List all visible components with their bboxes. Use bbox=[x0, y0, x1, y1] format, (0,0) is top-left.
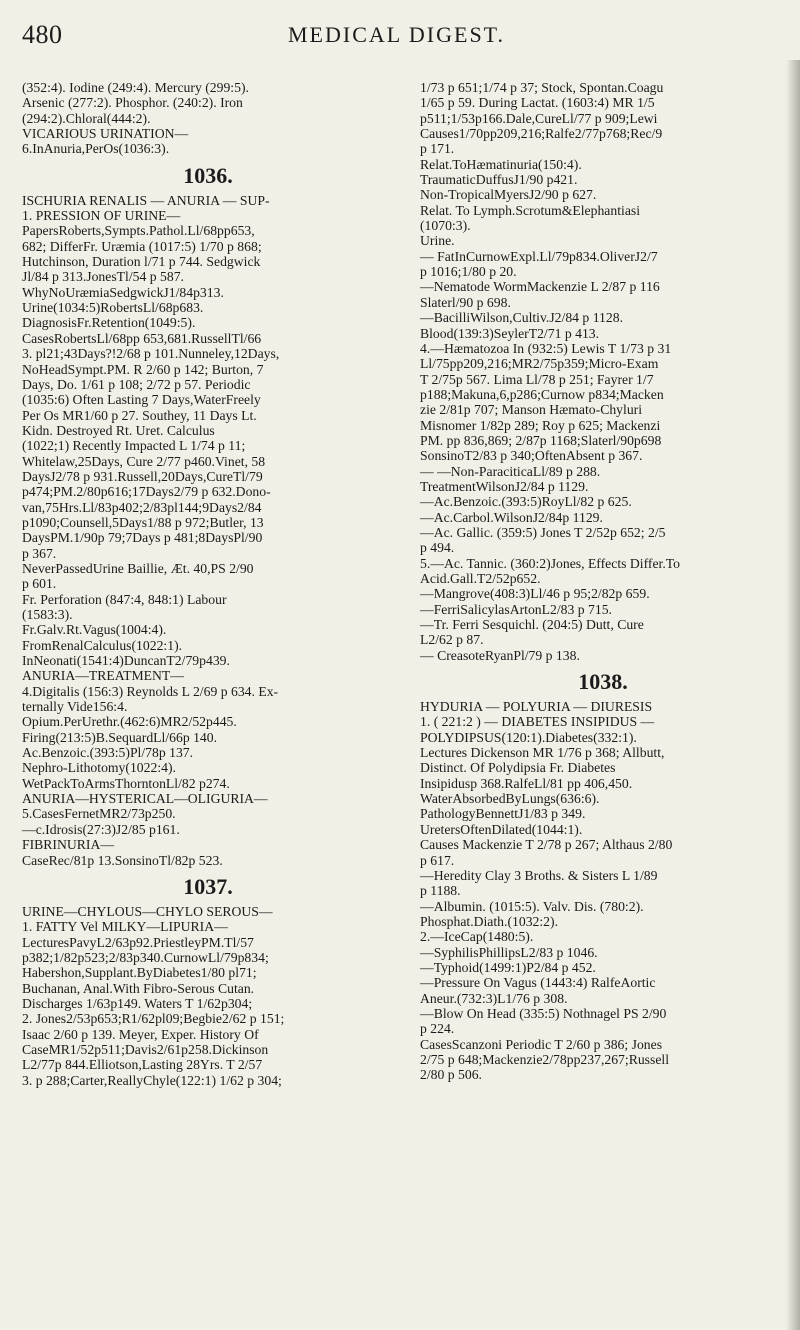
index-line: —Typhoid(1499:1)P2/84 p 452. bbox=[420, 959, 596, 975]
index-line: Ac.Benzoic.(393:5)Pl/78p 137. bbox=[22, 745, 194, 761]
index-line: Ll/75pp209,216;MR2/75p359;Micro-Exam bbox=[420, 356, 659, 372]
right-column bbox=[420, 80, 786, 1083]
index-line: —Blow On Head (335:5) Nothnagel PS 2/90 bbox=[420, 1005, 667, 1021]
index-line: DaysPM.1/90p 79;7Days p 481;8DaysPl/90 bbox=[22, 530, 263, 546]
index-line: —SyphilisPhillipsL2/83 p 1046. bbox=[420, 944, 598, 960]
index-line: —Tr. Ferri Sesquichl. (204:5) Dutt, Cure bbox=[420, 617, 644, 633]
index-line: p 224. bbox=[420, 1021, 455, 1037]
index-line: SonsinoT2/83 p 340;OftenAbsent p 367. bbox=[420, 448, 643, 464]
index-line: (294:2).Chloral(444:2). bbox=[22, 110, 151, 126]
index-line: T 2/75p 567. Lima Ll/78 p 251; Fayrer 1/7 bbox=[420, 371, 654, 387]
index-line: ISCHURIA RENALIS — ANURIA — SUP- bbox=[22, 192, 270, 208]
index-line: p 367. bbox=[22, 545, 57, 561]
index-line: PapersRoberts,Sympts.Pathol.Ll/68pp653, bbox=[22, 223, 255, 239]
page-header bbox=[0, 18, 800, 52]
index-line: 2.—IceCap(1480:5). bbox=[420, 929, 534, 945]
index-line: 1. ( 221:2 ) — DIABETES INSIPIDUS — bbox=[420, 714, 655, 730]
index-line: 1/65 p 59. During Lactat. (1603:4) MR 1/5 bbox=[420, 95, 655, 111]
running-title: MEDICAL DIGEST. bbox=[288, 22, 505, 47]
index-line: Insipidusp 368.RalfeLl/81 pp 406,450. bbox=[420, 775, 633, 791]
index-line: (1583:3). bbox=[22, 607, 73, 622]
index-line: VICARIOUS URINATION— bbox=[22, 126, 189, 142]
index-line: —FerriSalicylasArtonL2/83 p 715. bbox=[420, 601, 612, 617]
index-line: —Ac.Benzoic.(393:5)RoyLl/82 p 625. bbox=[420, 494, 632, 510]
index-line: — —Non-ParaciticaLl/89 p 288. bbox=[420, 463, 601, 479]
index-line: — FatInCurnowExpl.Ll/79p834.OliverJ2/7 bbox=[420, 248, 658, 264]
index-line: —Ac.Carbol.WilsonJ2/84p 1129. bbox=[420, 509, 603, 525]
index-line: 4.Digitalis (156:3) Reynolds L 2/69 p 634. Ex- bbox=[22, 683, 279, 699]
index-line: —BacilliWilson,Cultiv.J2/84 p 1128. bbox=[420, 310, 623, 326]
index-line: URINE—CHYLOUS—CHYLO SEROUS— bbox=[22, 903, 273, 919]
index-line: —Mangrove(408:3)Ll/46 p 95;2/82p 659. bbox=[420, 586, 650, 602]
page-number: 480 bbox=[22, 20, 63, 49]
index-line: 3. pl21;43Days?!2/68 p 101.Nunneley,12Days, bbox=[22, 346, 280, 362]
index-line: 3. p 288;Carter,ReallyChyle(122:1) 1/62 p 304; bbox=[22, 1072, 282, 1088]
index-line: p382;1/82p523;2/83p340.CurnowLl/79p834; bbox=[22, 949, 269, 965]
index-line: Per Os MR1/60 p 27. Southey, 11 Days Lt. bbox=[22, 407, 257, 423]
index-line: NoHeadSympt.PM. R 2/60 p 142; Burton, 7 bbox=[22, 361, 264, 377]
index-line: DaysJ2/78 p 931.Russell,20Days,CureTl/79 bbox=[22, 468, 263, 484]
index-line: Nephro-Lithotomy(1022:4). bbox=[22, 760, 176, 776]
index-line: Aneur.(732:3)L1/76 p 308. bbox=[420, 990, 568, 1006]
index-line: WetPackToArmsThorntonLl/82 p274. bbox=[22, 775, 230, 791]
index-line: Phosphat.Diath.(1032:2). bbox=[420, 913, 559, 929]
index-line: p474;PM.2/80p616;17Days2/79 p 632.Dono- bbox=[22, 484, 271, 500]
index-line: ternally Vide156:4. bbox=[22, 699, 128, 715]
index-line: ANURIA—TREATMENT— bbox=[22, 668, 184, 684]
index-line: CasesRobertsLl/68pp 653,681.RussellTl/66 bbox=[22, 330, 262, 346]
index-line: —Pressure On Vagus (1443:4) RalfeAortic bbox=[420, 975, 656, 991]
index-line: 1. FATTY Vel MILKY—LIPURIA— bbox=[22, 919, 228, 935]
index-line: p 1016;1/80 p 20. bbox=[420, 264, 517, 280]
index-line: (1035:6) Often Lasting 7 Days,WaterFreely bbox=[22, 392, 261, 408]
index-line: Non-TropicalMyersJ2/90 p 627. bbox=[420, 187, 597, 203]
index-line: Jl/84 p 313.JonesTl/54 p 587. bbox=[22, 269, 184, 285]
index-line: 682; DifferFr. Uræmia (1017:5) 1/70 p 868; bbox=[22, 238, 262, 254]
index-line: 2/80 p 506. bbox=[420, 1067, 482, 1083]
index-line: —Heredity Clay 3 Broths. & Sisters L 1/89 bbox=[420, 867, 658, 883]
index-line: p 617. bbox=[420, 852, 455, 868]
index-line: Habershon,Supplant.ByDiabetes1/80 pl71; bbox=[22, 965, 257, 981]
index-line: PathologyBennettJ1/83 p 349. bbox=[420, 806, 586, 822]
section-number: 1037. bbox=[183, 873, 233, 899]
index-line: DiagnosisFr.Retention(1049:5). bbox=[22, 315, 196, 331]
index-line: Distinct. Of Polydipsia Fr. Diabetes bbox=[420, 760, 616, 776]
index-line: ANURIA—HYSTERICAL—OLIGURIA— bbox=[22, 791, 268, 807]
index-line: L2/77p 844.Elliotson,Lasting 28Yrs. T 2/57 bbox=[22, 1057, 263, 1073]
index-line: Fr. Perforation (847:4, 848:1) Labour bbox=[22, 591, 227, 607]
index-line: 1. PRESSION OF URINE— bbox=[22, 208, 181, 224]
section-number: 1036. bbox=[183, 162, 233, 188]
index-line: — CreasoteRyanPl/79 p 138. bbox=[420, 647, 580, 663]
index-line: POLYDIPSUS(120:1).Diabetes(332:1). bbox=[420, 729, 637, 745]
index-line: Relat. To Lymph.Scrotum&Elephantiasi bbox=[420, 202, 641, 218]
index-line: 1/73 p 651;1/74 p 37; Stock, Spontan.Coagu bbox=[420, 80, 664, 95]
index-line: Urine(1034:5)RobertsLl/68p683. bbox=[22, 300, 204, 316]
index-line: FromRenalCalculus(1022:1). bbox=[22, 637, 183, 653]
index-line: UretersOftenDilated(1044:1). bbox=[420, 821, 583, 837]
index-line: Slaterl/90 p 698. bbox=[420, 294, 511, 310]
index-line: Acid.Gall.T2/52p652. bbox=[420, 571, 541, 586]
index-line: Fr.Galv.Rt.Vagus(1004:4). bbox=[22, 622, 167, 638]
index-line: p511;1/53p166.Dale,CureLl/77 p 909;Lewi bbox=[420, 110, 658, 126]
index-line: Causes1/70pp209,216;Ralfe2/77p768;Rec/9 bbox=[420, 126, 663, 142]
index-line: (1070:3). bbox=[420, 218, 471, 234]
index-line: Blood(139:3)SeylerT2/71 p 413. bbox=[420, 325, 600, 341]
index-line: 5.—Ac. Tannic. (360:2)Jones, Effects Differ.To bbox=[420, 555, 680, 571]
index-line: PM. pp 836,869; 2/87p 1168;Slaterl/90p698 bbox=[420, 432, 662, 448]
index-line: p 1188. bbox=[420, 883, 461, 899]
index-line: Hutchinson, Duration l/71 p 744. Sedgwick bbox=[22, 254, 261, 270]
index-line: Arsenic (277:2). Phosphor. (240:2). Iron bbox=[22, 95, 243, 111]
index-line: Days, Do. 1/61 p 108; 2/72 p 57. Periodic bbox=[22, 376, 251, 392]
index-line: p 494. bbox=[420, 540, 455, 556]
index-line: WaterAbsorbedByLungs(636:6). bbox=[420, 791, 600, 807]
index-line: Urine. bbox=[420, 233, 455, 249]
index-line: CaseMR1/52p511;Davis2/61p258.Dickinson bbox=[22, 1041, 269, 1057]
index-line: Relat.ToHæmatinuria(150:4). bbox=[420, 156, 582, 172]
index-line: —Ac. Gallic. (359:5) Jones T 2/52p 652; 2/5 bbox=[420, 524, 666, 540]
index-line: InNeonati(1541:4)DuncanT2/79p439. bbox=[22, 653, 230, 669]
index-line: p 171. bbox=[420, 141, 455, 157]
left-column bbox=[22, 80, 394, 1088]
index-line: (352:4). Iodine (249:4). Mercury (299:5). bbox=[22, 80, 249, 95]
index-line: —c.Idrosis(27:3)J2/85 p161. bbox=[22, 821, 180, 837]
index-line: WhyNoUræmiaSedgwickJ1/84p313. bbox=[22, 284, 224, 300]
index-line: LecturesPavyL2/63p92.PriestleyPM.Tl/57 bbox=[22, 934, 254, 950]
page-edge-shadow bbox=[786, 60, 800, 1330]
section-number: 1038. bbox=[578, 669, 628, 695]
index-line: 2/75 p 648;Mackenzie2/78pp237,267;Russell bbox=[420, 1051, 670, 1067]
index-line: Misnomer 1/82p 289; Roy p 625; Mackenzi bbox=[420, 417, 661, 433]
index-line: 2. Jones2/53p653;R1/62pl09;Begbie2/62 p 151; bbox=[22, 1011, 285, 1027]
index-line: Kidn. Destroyed Rt. Uret. Calculus bbox=[22, 422, 215, 438]
index-line: p188;Makuna,6,p286;Curnow p834;Macken bbox=[420, 386, 664, 402]
index-line: TraumaticDuffusJ1/90 p421. bbox=[420, 172, 578, 188]
index-line: zie 2/81p 707; Manson Hæmato-Chyluri bbox=[420, 402, 643, 418]
index-line: NeverPassedUrine Baillie, Æt. 40,PS 2/90 bbox=[22, 560, 254, 576]
index-line: CasesScanzoni Periodic T 2/60 p 386; Jones bbox=[420, 1036, 663, 1052]
index-line: Lectures Dickenson MR 1/76 p 368; Allbutt, bbox=[420, 745, 665, 761]
index-line: —Albumin. (1015:5). Valv. Dis. (780:2). bbox=[420, 898, 644, 914]
index-line: p 601. bbox=[22, 576, 57, 592]
index-line: 5.CasesFernetMR2/73p250. bbox=[22, 806, 176, 822]
index-line: p1090;Counsell,5Days1/88 p 972;Butler, 13 bbox=[22, 514, 264, 530]
index-line: —Nematode WormMackenzie L 2/87 p 116 bbox=[420, 279, 660, 295]
index-line: Firing(213:5)B.SequardLl/66p 140. bbox=[22, 729, 218, 745]
index-line: CaseRec/81p 13.SonsinoTl/82p 523. bbox=[22, 852, 223, 868]
index-line: Buchanan, Anal.With Fibro-Serous Cutan. bbox=[22, 980, 255, 996]
index-line: Opium.PerUrethr.(462:6)MR2/52p445. bbox=[22, 714, 237, 730]
index-line: Isaac 2/60 p 139. Meyer, Exper. History Of bbox=[22, 1026, 259, 1042]
index-line: 6.InAnuria,PerOs(1036:3). bbox=[22, 141, 170, 157]
index-line: TreatmentWilsonJ2/84 p 1129. bbox=[420, 478, 589, 494]
index-line: Discharges 1/63p149. Waters T 1/62p304; bbox=[22, 995, 253, 1011]
index-line: Causes Mackenzie T 2/78 p 267; Althaus 2/80 bbox=[420, 837, 673, 853]
index-line: van,75Hrs.Ll/83p402;2/83pl144;9Days2/84 bbox=[22, 499, 262, 515]
index-line: (1022;1) Recently Impacted L 1/74 p 11; bbox=[22, 438, 246, 454]
index-line: Whitelaw,25Days, Cure 2/77 p460.Vinet, 58 bbox=[22, 453, 266, 469]
index-line: 4.—Hæmatozoa In (932:5) Lewis T 1/73 p 31 bbox=[420, 340, 672, 356]
index-line: L2/62 p 87. bbox=[420, 632, 484, 648]
index-line: HYDURIA — POLYURIA — DIURESIS bbox=[420, 699, 653, 715]
index-line: FIBRINURIA— bbox=[22, 837, 115, 853]
